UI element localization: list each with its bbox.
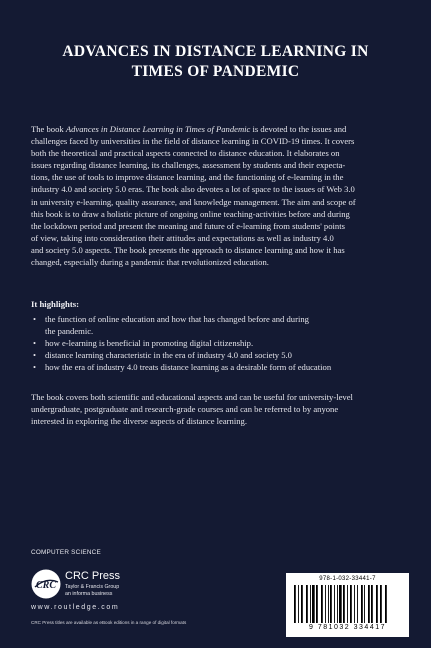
intro-line: of view, taking into consideration their attitudes and expectations as well as industry 4.0 bbox=[31, 232, 334, 243]
closing-paragraph bbox=[31, 391, 403, 427]
barcode-bar bbox=[347, 585, 348, 623]
subject-category: COMPUTER SCIENCE bbox=[31, 549, 101, 556]
list-item bbox=[31, 349, 403, 361]
intro-line: challenges faced by universities in the field of distance learning in COVID-19 times. It covers bbox=[31, 136, 355, 147]
intro-text: The book bbox=[31, 124, 66, 134]
barcode-bar bbox=[354, 585, 355, 623]
list-item-text: distance learning characteristic in the era of industry 4.0 and society 5.0 bbox=[45, 350, 292, 361]
intro-paragraph bbox=[31, 123, 403, 268]
barcode-bar bbox=[325, 585, 326, 623]
title-line-1: ADVANCES IN DISTANCE LEARNING IN bbox=[62, 43, 369, 60]
barcode-bar bbox=[343, 585, 345, 623]
list-item-text: the pandemic. bbox=[45, 326, 94, 337]
list-item bbox=[31, 361, 403, 373]
title-line-2: TIMES OF PANDEMIC bbox=[131, 63, 300, 80]
barcode-bar bbox=[339, 585, 342, 623]
barcode-bar bbox=[334, 585, 335, 623]
crc-logo-icon bbox=[31, 569, 61, 599]
list-item-text: how e-learning is beneficial in promoting digital citizenship. bbox=[45, 338, 254, 349]
publisher-tagline: an informa business bbox=[65, 591, 113, 597]
list-item-text: the function of online education and how that has changed before and during bbox=[45, 314, 309, 324]
barcode-bar bbox=[380, 585, 382, 623]
list-item bbox=[31, 337, 403, 349]
intro-line: tions, the use of tools to improve distance learning, and the functioning of e-learning in the bbox=[31, 172, 344, 183]
barcode-bar bbox=[328, 585, 329, 623]
list-item bbox=[31, 313, 403, 337]
barcode-bar bbox=[301, 585, 303, 623]
barcode-bar bbox=[350, 585, 352, 623]
barcode-bar bbox=[321, 585, 323, 623]
isbn-digits: 9 781032 334417 bbox=[309, 624, 386, 631]
intro-line: the lockdown period and present the meaning and future of e-learning from students' points bbox=[31, 220, 345, 231]
intro-line: changed, especially during a pandemic that revolutionized education. bbox=[31, 257, 269, 268]
barcode-bar bbox=[361, 585, 363, 623]
book-title bbox=[20, 42, 411, 82]
bullet-icon: • bbox=[33, 338, 37, 349]
intro-line: industry 4.0 and society 5.0 eras. The book also devotes a lot of space to the issues of Web 3.0 bbox=[31, 184, 355, 195]
publisher-name: CRC Press bbox=[65, 570, 121, 582]
highlights-heading: It highlights: bbox=[31, 299, 80, 309]
book-title-italic: Advances in Distance Learning in Times of Pandemic bbox=[65, 124, 251, 134]
bullet-icon: • bbox=[33, 362, 37, 373]
barcode-bar bbox=[364, 585, 365, 623]
list-item-text: how the era of industry 4.0 treats distance learning as a desirable form of education bbox=[45, 362, 332, 373]
intro-line: and society 5.0 aspects. The book presents the approach to distance learning and how it has bbox=[31, 244, 345, 255]
ebook-note: CRC Press titles are available as eBook editions in a range of digital formats bbox=[31, 620, 187, 625]
publisher-group: Taylor & Francis Group bbox=[65, 584, 120, 590]
intro-line: issues regarding distance learning, its challenges, assessment by students and their expecta- bbox=[31, 160, 346, 171]
intro-line: this book is to draw a holistic picture of ongoing online teaching-activities before and during bbox=[31, 208, 350, 219]
outro-line: The book covers both scientific and educational aspects and can be useful for university-level bbox=[31, 392, 353, 402]
publisher-logo bbox=[31, 569, 181, 603]
barcode-bar bbox=[312, 585, 315, 623]
barcode-bar bbox=[306, 585, 308, 623]
intro-line: both the theoretical and practical aspects connected to distance education. It elaborates on bbox=[31, 148, 340, 159]
barcode-bar bbox=[371, 585, 373, 623]
barcode-bar bbox=[310, 585, 311, 623]
barcode-bar bbox=[357, 585, 358, 623]
barcode-bar bbox=[330, 585, 332, 623]
barcode-bar bbox=[316, 585, 318, 623]
barcode-bars bbox=[292, 585, 403, 623]
intro-text: is devoted to the issues and bbox=[250, 124, 347, 134]
outro-line: interested in exploring the diverse aspects of distance learning. bbox=[31, 416, 247, 427]
intro-line bbox=[31, 123, 403, 135]
highlights-list bbox=[31, 313, 403, 373]
bullet-icon: • bbox=[33, 350, 37, 361]
barcode-bar bbox=[337, 585, 338, 623]
publisher-url: www.routledge.com bbox=[31, 604, 120, 611]
logo-text: CRC bbox=[35, 580, 57, 591]
barcode-bar bbox=[298, 585, 299, 623]
isbn-label: 978-1-032-33441-7 bbox=[319, 576, 376, 582]
isbn-barcode bbox=[286, 573, 409, 637]
outro-line: undergraduate, postgraduate and research-grade courses and can be referred to by anyone bbox=[31, 404, 339, 415]
barcode-bar bbox=[294, 585, 296, 623]
bullet-icon: • bbox=[33, 314, 37, 324]
barcode-bar bbox=[376, 585, 378, 623]
intro-line: in university e-learning, quality assurance, and knowledge management. The aim and scope of bbox=[31, 196, 356, 207]
barcode-bar bbox=[385, 585, 387, 623]
barcode-bar bbox=[368, 585, 370, 623]
